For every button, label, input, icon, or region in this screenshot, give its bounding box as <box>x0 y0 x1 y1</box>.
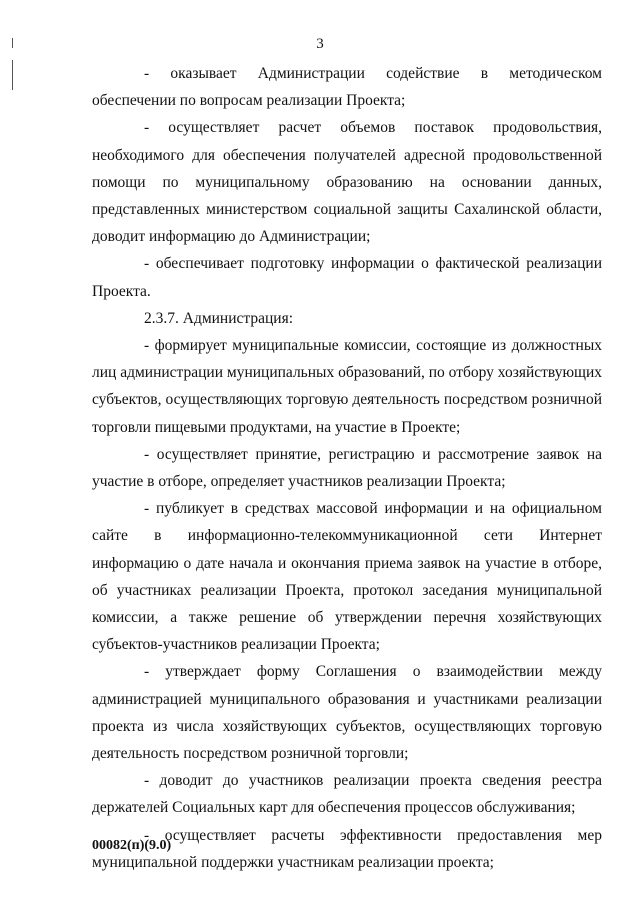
paragraph: - осуществляет расчет объемов поставок продовольствия, необходимого для обеспечения получателей адресной продовольственной помощи по муниципальному образованию на основании данных, представленных министерством социальной защиты Сахалинской области, доводит информацию до Администрации; <box>92 119 602 246</box>
paragraph: - осуществляет расчеты эффективности предоставления мер муниципальной поддержки участникам реализации проекта; <box>92 826 602 871</box>
paragraph: - публикует в средствах массовой информации и на официальном сайте в информационно-телекоммуникационной сети Интернет информацию о дате начала и окончания приема заявок на участие в отборе, об участниках реализации Проекта, протокол заседания муниципальной комиссии, а также решение об утверждении перечня хозяйствующих субъектов-участников реализации Проекта; <box>92 500 602 654</box>
paragraph: - оказывает Администрации содействие в методическом обеспечении по вопросам реализации Проекта; <box>92 65 602 110</box>
paragraph: - обеспечивает подготовку информации о фактической реализации Проекта. <box>92 255 602 300</box>
paragraph: - доводит до участников реализации проекта сведения реестра держателей Социальных карт для обеспечения процессов обслуживания; <box>92 772 602 817</box>
document-body <box>92 60 602 876</box>
document-code: 00082(п)(9.0) <box>92 838 172 853</box>
paragraph: - утверждает форму Соглашения о взаимодействии между администрацией муниципального образования и участниками реализации проекта из числа хозяйствующих субъектов, осуществляющих торговую деятельность посредством розничной торговли; <box>92 663 602 763</box>
paragraph: - формирует муниципальные комиссии, состоящие из должностных лиц администрации муниципальных образований, по отбору хозяйствующих субъектов, осуществляющих торговую деятельность посредством розничной торговли пищевыми продуктами, на участие в Проекте; <box>92 337 603 436</box>
margin-mark <box>12 60 13 90</box>
section-heading: 2.3.7. Администрация: <box>144 309 294 327</box>
page-number: 3 <box>316 36 324 52</box>
paragraph: - осуществляет принятие, регистрацию и рассмотрение заявок на участие в отборе, определяет участников реализации Проекта; <box>92 445 602 491</box>
